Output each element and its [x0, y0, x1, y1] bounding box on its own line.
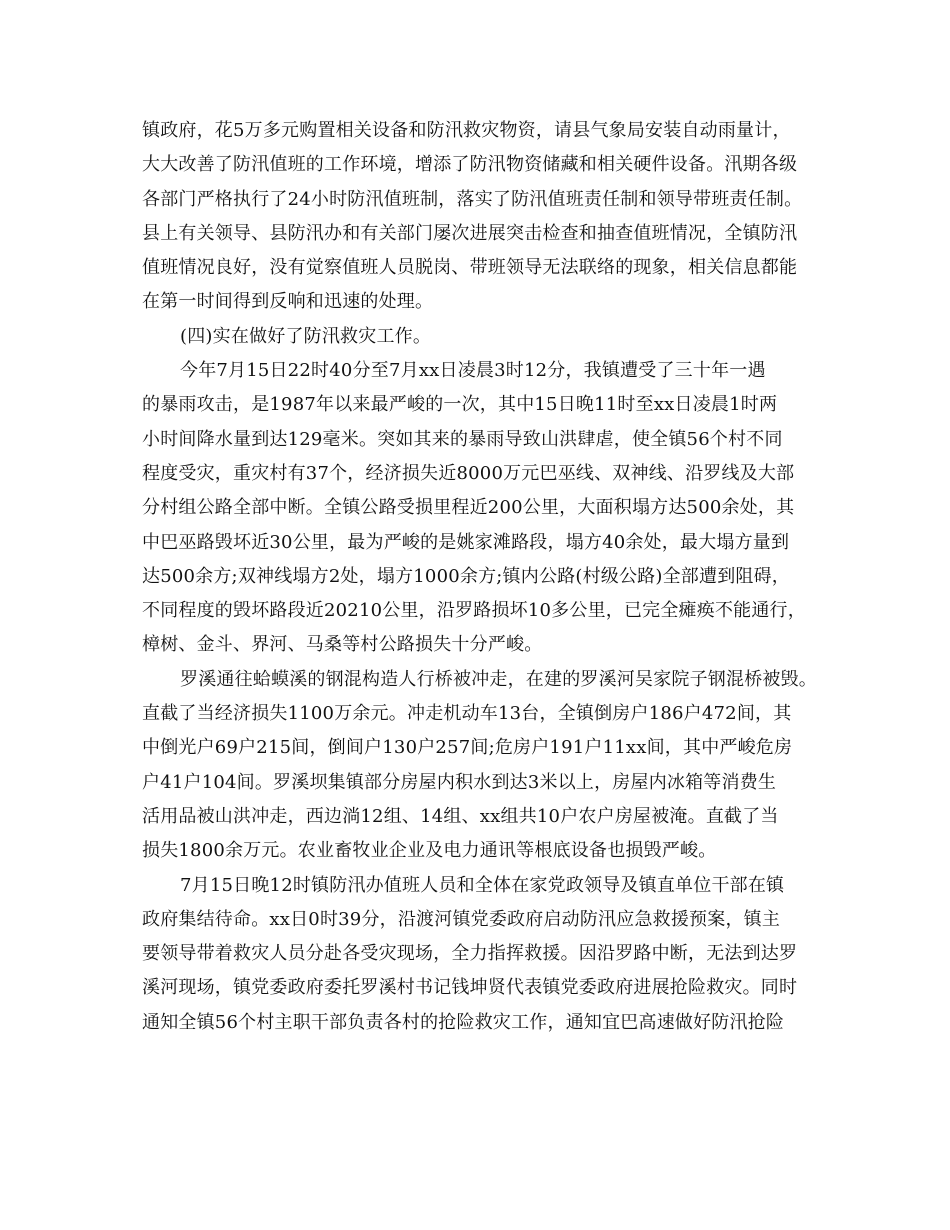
text-line: 政府集结待命。xx日0时39分，沿渡河镇党委政府启动防汛应急救援预案，镇主	[142, 908, 781, 930]
text-line: 户41户104间。罗溪坝集镇部分房屋内积水到达3米以上，房屋内冰箱等消费生	[142, 771, 777, 793]
text-line: 要领导带着救灾人员分赴各受灾现场，全力指挥救援。因沿罗路中断，无法到达罗	[142, 943, 798, 965]
text-line: 不同程度的毁坏路段近20210公里，沿罗路损坏10多公里，已完全瘫痪不能通行，	[142, 600, 806, 622]
text-line: 县上有关领导、县防汛办和有关部门屡次进展突击检查和抽查值班情况，全镇防汛	[142, 222, 798, 244]
text-line: 大大改善了防汛值班的工作环境，增添了防汛物资储藏和相关硬件设备。汛期各级	[142, 154, 798, 176]
text-line: 活用品被山洪冲走，西边淌12组、14组、xx组共10户农户房屋被淹。直截了当	[142, 805, 779, 827]
text-line: 值班情况良好，没有觉察值班人员脱岗、带班领导无法联络的现象，相关信息都能	[142, 257, 798, 279]
text-line: 今年7月15日22时40分至7月xx日凌晨3时12分，我镇遭受了三十年一遇	[180, 360, 766, 382]
text-line: 中倒光户69户215间，倒间户130户257间;危房户191户11xx间，其中严峻危房	[142, 737, 793, 759]
text-line: 通知全镇56个村主职干部负责各村的抢险救灾工作，通知宜巴高速做好防汛抢险	[142, 1011, 785, 1033]
text-line: 在第一时间得到反响和迅速的处理。	[142, 291, 434, 313]
text-line: 7月15日晚12时镇防汛办值班人员和全体在家党政领导及镇直单位干部在镇	[180, 874, 785, 896]
text-line: 达500余方;双神线塌方2处，塌方1000余方;镇内公路(村级公路)全部遭到阻碍，	[142, 565, 790, 587]
text-line: 小时间降水量到达129毫米。突如其来的暴雨导致山洪肆虐，使全镇56个村不同	[142, 428, 783, 450]
text-line: 直截了当经济损失1100万余元。冲走机动车13台，全镇倒房户186户472间，其	[142, 703, 792, 725]
text-line: 樟树、金斗、界河、马桑等村公路损失十分严峻。	[142, 634, 543, 656]
text-line: 中巴巫路毁坏近30公里，最为严峻的是姚家滩路段，塌方40余处，最大塌方量到	[142, 531, 790, 553]
text-line: 程度受灾，重灾村有37个，经济损失近8000万元巴巫线、双神线、沿罗线及大部	[142, 462, 795, 484]
document-body	[142, 114, 822, 1040]
text-line: 分村组公路全部中断。全镇公路受损里程近200公里，大面积塌方达500余处，其	[142, 497, 795, 519]
text-line: (四)实在做好了防汛救灾工作。	[180, 325, 432, 347]
text-line: 罗溪通往蛤蟆溪的钢混构造人行桥被冲走，在建的罗溪河吴家院子钢混桥被毁。	[180, 668, 817, 690]
text-line: 镇政府，花5万多元购置相关设备和防汛救灾物资，请县气象局安装自动雨量计，	[142, 120, 791, 141]
text-line: 各部门严格执行了24小时防汛值班制，落实了防汛值班责任制和领导带班责任制。	[142, 188, 803, 210]
text-line: 溪河现场，镇党委政府委托罗溪村书记钱坤贤代表镇党委政府进展抢险救灾。同时	[142, 977, 798, 999]
text-line: 损失1800余万元。农业畜牧业企业及电力通讯等根底设备也损毁严峻。	[142, 840, 717, 862]
text-line: 的暴雨攻击，是1987年以来最严峻的一次，其中15日晚11时至xx日凌晨1时两	[142, 394, 778, 416]
